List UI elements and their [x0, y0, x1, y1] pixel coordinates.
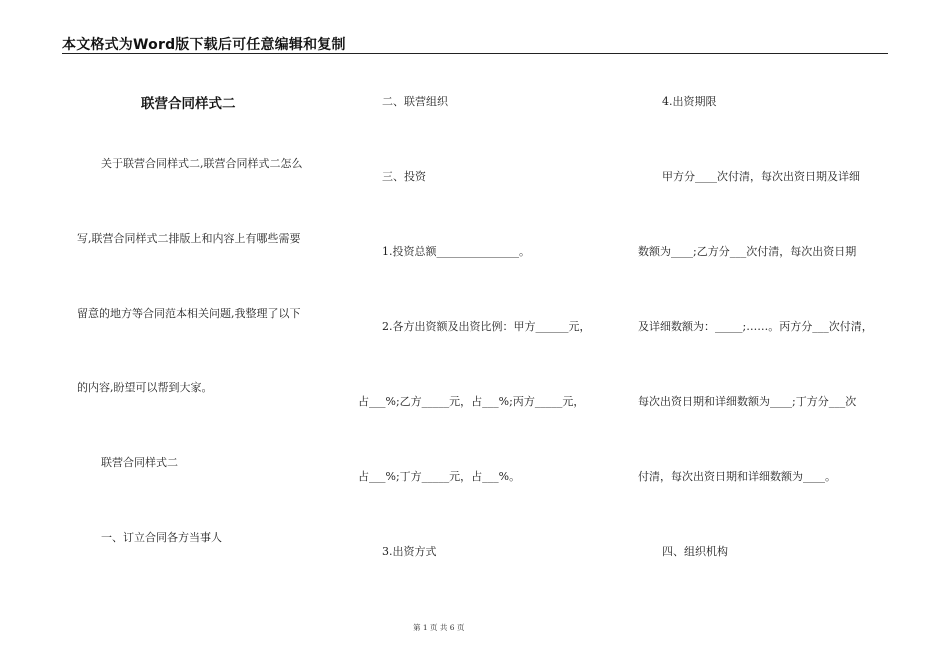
document-title: 联营合同样式二: [141, 96, 236, 112]
document-header: 本文格式为Word版下载后可任意编辑和复制: [62, 37, 346, 53]
paragraph-line: 2.各方出资额及出资比例：甲方______元，: [382, 320, 591, 333]
page-number: 第 1 页 共 6 页: [413, 623, 465, 632]
header-divider: [62, 53, 888, 54]
section-subtitle: 联营合同样式二: [101, 456, 178, 469]
paragraph-line: 留意的地方等合同范本相关问题,我整理了以下: [77, 307, 301, 320]
section-heading: 二、联营组织: [382, 95, 448, 108]
paragraph-line: 甲方分____次付清，每次出资日期及详细: [662, 170, 860, 183]
section-heading: 三、投资: [382, 170, 426, 183]
paragraph-line: 3.出资方式: [382, 545, 437, 558]
paragraph-line: 数额为____;乙方分___次付清，每次出资日期: [638, 245, 857, 258]
paragraph-line: 付清，每次出资日期和详细数额为____。: [638, 470, 836, 483]
paragraph-line: 的内容,盼望可以帮到大家。: [77, 381, 213, 394]
section-heading: 四、组织机构: [662, 545, 728, 558]
paragraph-line: 及详细数额为：_____;……。丙方分___次付清，: [638, 320, 873, 333]
paragraph-line: 占___%;乙方_____元，占___%;丙方_____元，: [358, 395, 585, 408]
paragraph-line: 关于联营合同样式二,联营合同样式二怎么: [101, 157, 303, 170]
paragraph-line: 写,联营合同样式二排版上和内容上有哪些需要: [77, 232, 301, 245]
paragraph-line: 1.投资总额_______________。: [382, 245, 530, 258]
paragraph-line: 每次出资日期和详细数额为____;丁方分___次: [638, 395, 857, 408]
paragraph-line: 占___%;丁方_____元，占___%。: [358, 470, 521, 483]
section-heading: 一、订立合同各方当事人: [101, 531, 222, 544]
paragraph-line: 4.出资期限: [662, 95, 717, 108]
